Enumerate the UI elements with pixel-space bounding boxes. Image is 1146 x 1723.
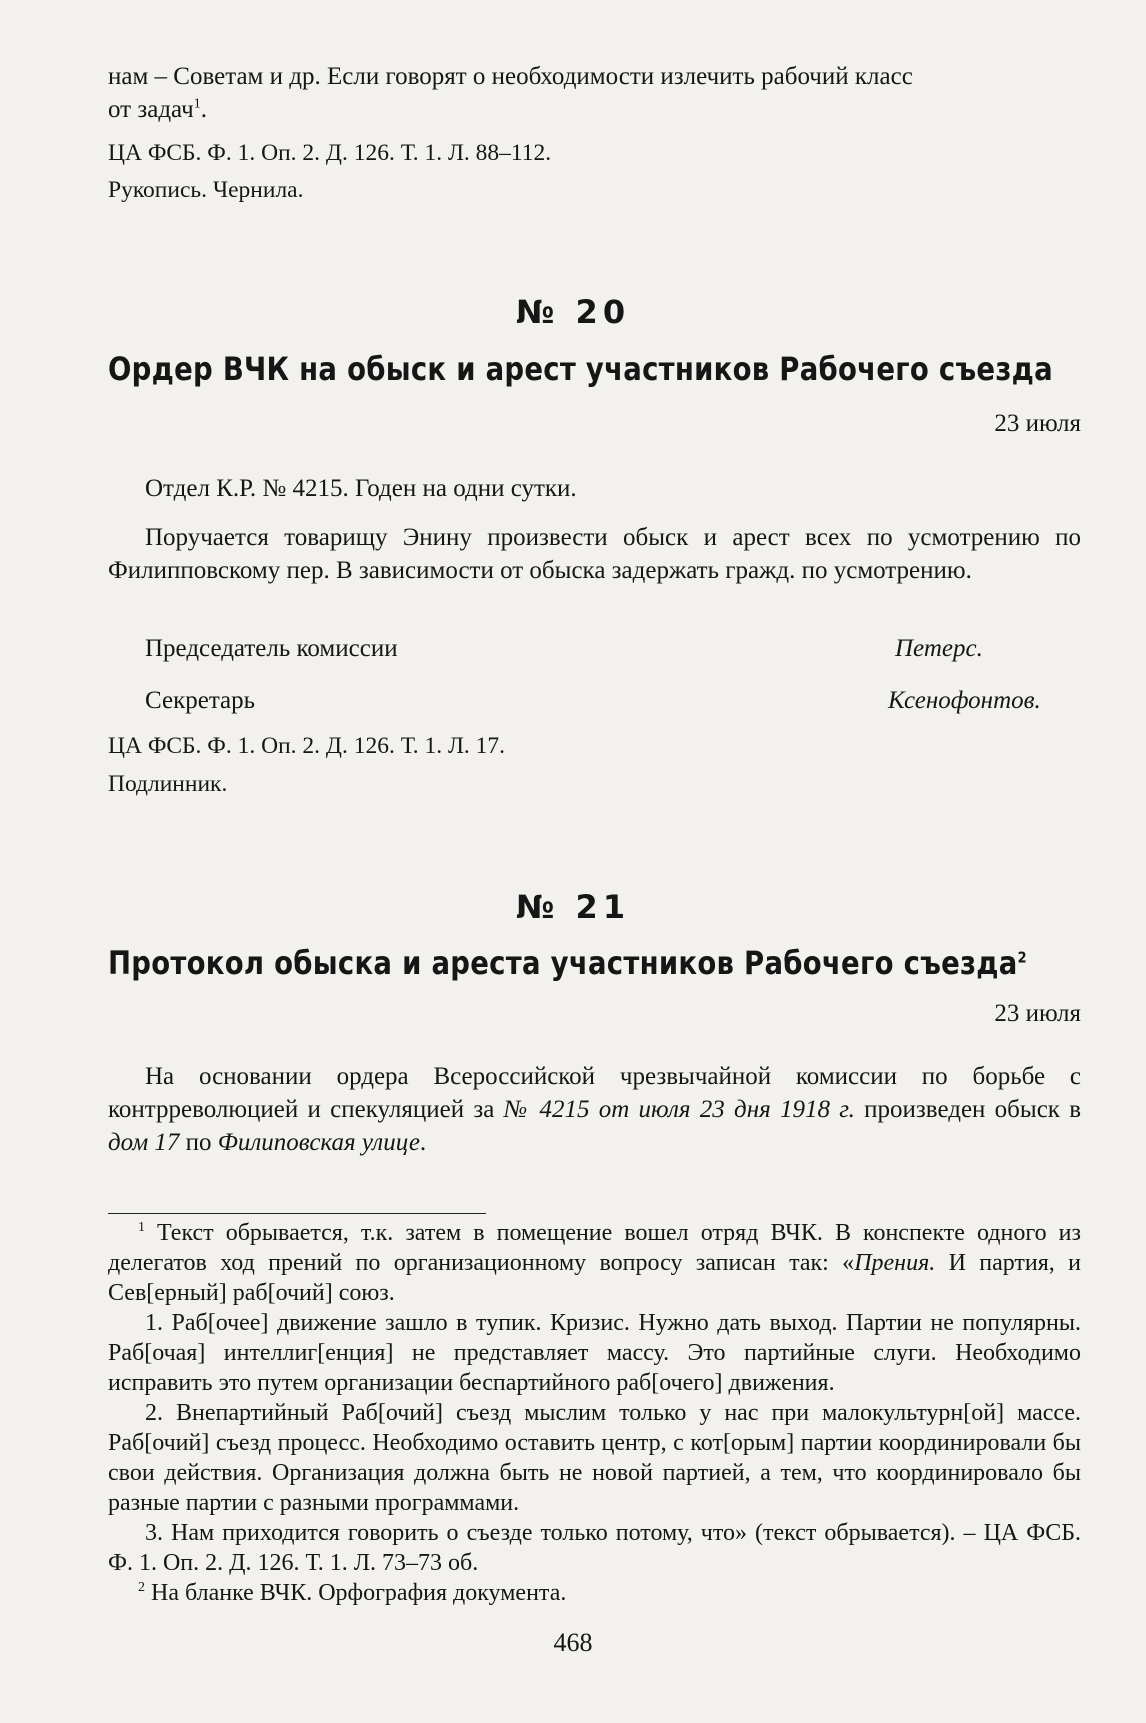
order-text: Поручается товарищу Энину произвести обыск и арест всех по усмотрению по Филипповскому пер. В зависимости от обыска задержать гражд. по усмотрению.	[108, 524, 1081, 584]
document-number-21: № 21	[515, 888, 631, 926]
house-number: дом 17	[108, 1129, 180, 1156]
chair-label: Председатель комиссии	[145, 635, 398, 662]
document-type-20: Подлинник.	[108, 771, 228, 797]
continued-line-2: от задач$^1$.	[108, 96, 207, 123]
document-number-20: № 20	[515, 293, 631, 331]
order-header: Отдел К.Р. № 4215. Годен на одни сутки.	[145, 475, 577, 502]
footnote-2: $^2$ На бланке ВЧК. Орфография документа.	[138, 1580, 567, 1606]
document-date-20: 23 июля	[994, 410, 1081, 437]
page-number: 468	[553, 1628, 593, 1657]
order-reference: № 4215 от июля 23 дня 1918 г.	[503, 1096, 855, 1123]
protocol-text: На основании ордера Всероссийской чрезвычайной комиссии по борьбе с контрреволюцией и спекуляцией за № 4215 от июля 23 дня 1918 г. произведен обыск в дом 17 по Филиповская улице.	[108, 1063, 1082, 1156]
document-title-21: Протокол обыска и ареста участников Рабочего съезда$^2$	[108, 944, 1027, 982]
continued-line-1: нам – Советам и др. Если говорят о необходимости излечить рабочий класс	[108, 63, 913, 90]
footnote-1-point-1: 1. Раб[очее] движение зашло в тупик. Кризис. Нужно дать выход. Партии не популярны. Раб[очая] интеллиг[енция] не представляет массу. Это партийные слуги. Необходимо исправить это путем организации беспартийного раб[очего] движения.	[108, 1310, 1081, 1396]
document-date-21: 23 июля	[994, 1000, 1081, 1027]
source-citation-top: ЦА ФСБ. Ф. 1. Оп. 2. Д. 126. Т. 1. Л. 88–112.	[108, 140, 552, 166]
secretary-label: Секретарь	[145, 687, 256, 714]
source-citation-20: ЦА ФСБ. Ф. 1. Оп. 2. Д. 126. Т. 1. Л. 17.	[108, 733, 506, 759]
footnote-1-point-2: 2. Внепартийный Раб[очий] съезд мыслим только у нас при малокультурн[ой] массе. Раб[очий] съезд процесс. Необходимо оставить центр, с кот[орым] партии координировали бы свои действия. Организация должна быть не новой партией, а тем, что координировало бы разные партии с разными программами.	[108, 1400, 1081, 1516]
footnote-rule	[108, 1213, 486, 1214]
secretary-name: Ксенофонтов.	[888, 687, 1041, 714]
footnote-ref-1: 1	[193, 96, 201, 112]
chair-name: Петерс.	[895, 635, 983, 662]
footnote-ref-2: 2	[1017, 948, 1027, 967]
footnote-1: $^1$ Текст обрывается, т.к. затем в помещение вошел отряд ВЧК. В конспекте одного из делегатов ход прений по организационному вопросу записан так: «Прения. И партия, и Сев[ерный] раб[очий] союз.	[108, 1220, 1081, 1306]
footnote-1-point-3: 3. Нам приходится говорить о съезде только потому, что» (текст обрывается). – ЦА ФСБ. Ф. 1. Оп. 2. Д. 126. Т. 1. Л. 73–73 об.	[108, 1520, 1081, 1576]
document-title-20: Ордер ВЧК на обыск и арест участников Рабочего съезда	[108, 350, 1053, 388]
document-type-top: Рукопись. Чернила.	[108, 177, 304, 203]
footnotes	[108, 1218, 1081, 1608]
street-name: Филиповская улице	[217, 1129, 420, 1156]
